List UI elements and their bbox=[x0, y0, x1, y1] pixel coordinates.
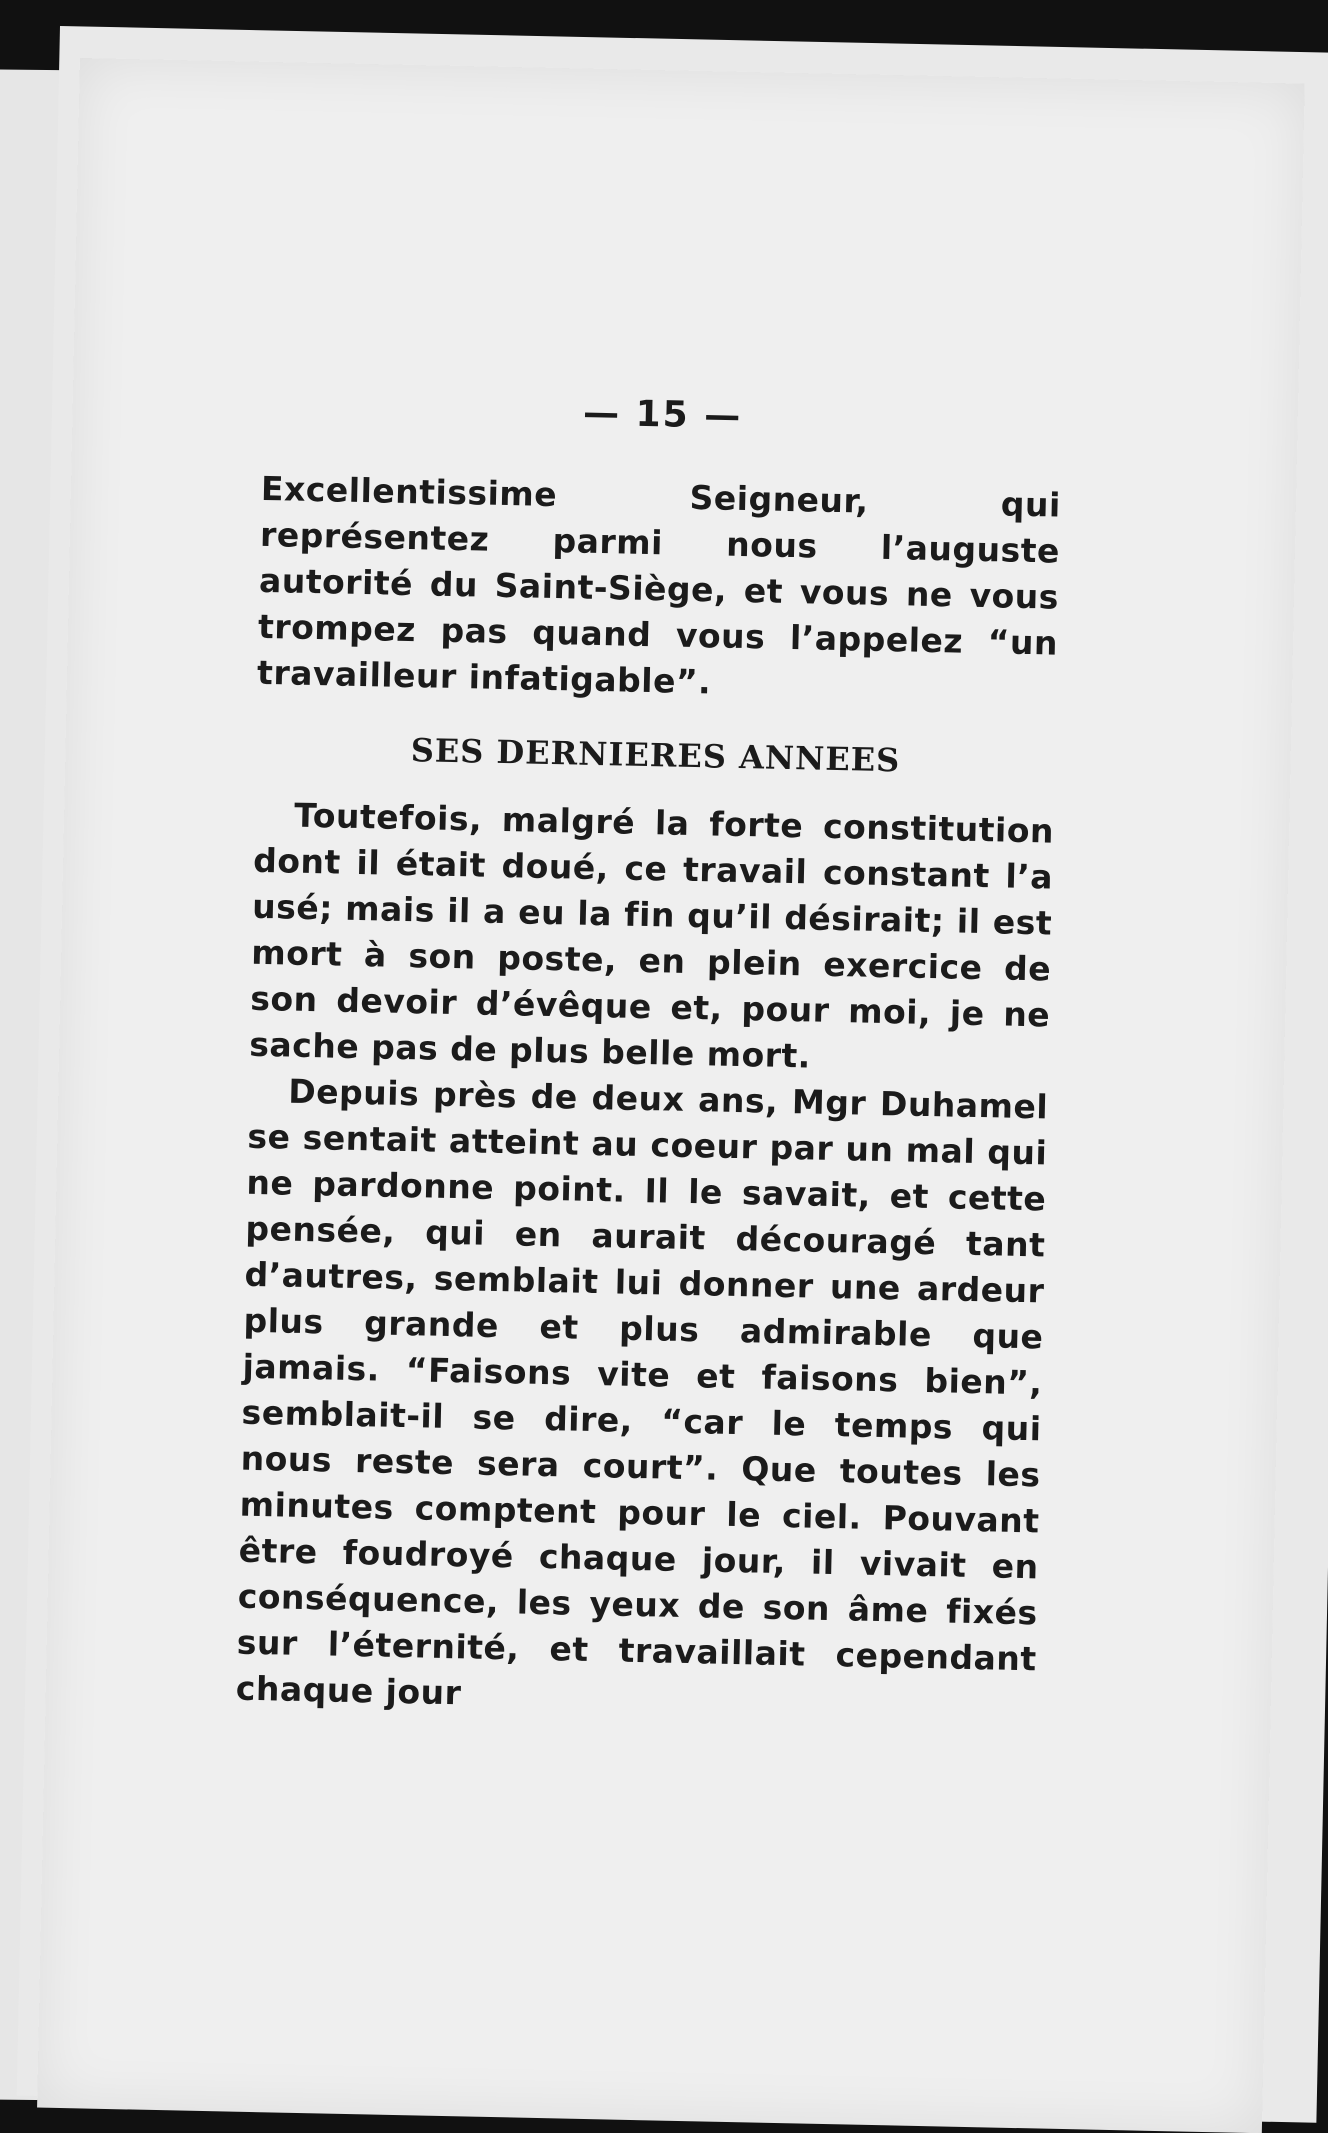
page-number: — 15 — bbox=[582, 392, 743, 437]
page-text bbox=[235, 384, 1063, 1728]
paragraph-depuis: Depuis près de deux ans, Mgr Duhamel se sentait atteint au coeur par un mal qui ne pardonne point. Il le savait, et cette pensée, qui en aurait découragé tant d’autres, semblait lui donner une ardeur plus grande et plus admirable que jamais. “Faisons vite et faisons bien”, semblait-il se dire, “car le temps qui nous reste sera court”. Que toutes les minutes comptent pour le ciel. Pouvant être foudroyé chaque jour, il vivait en conséquence, les yeux de son âme fixés sur l’éternité, et travaillait cependant chaque jour bbox=[235, 1071, 1049, 1713]
paragraph-toutefois: Toutefois, malgré la forte constitution dont il était doué, ce travail constant l’a usé; mais il a eu la fin qu’il désirait; il est mort à son poste, en plein exercice de son devoir d’évêque et, pour moi, je ne sache pas de plus belle mort. bbox=[248, 795, 1055, 1076]
section-heading: SES DERNIERES ANNEES bbox=[410, 731, 901, 780]
paragraph-intro: Excellentissime Seigneur, qui représentez parmi nous l’auguste autorité du Saint-Siège, et vous ne vous trompez pas quand vous l’appelez “un travailleur infatigable”. bbox=[256, 468, 1062, 702]
book-page bbox=[37, 58, 1305, 2133]
